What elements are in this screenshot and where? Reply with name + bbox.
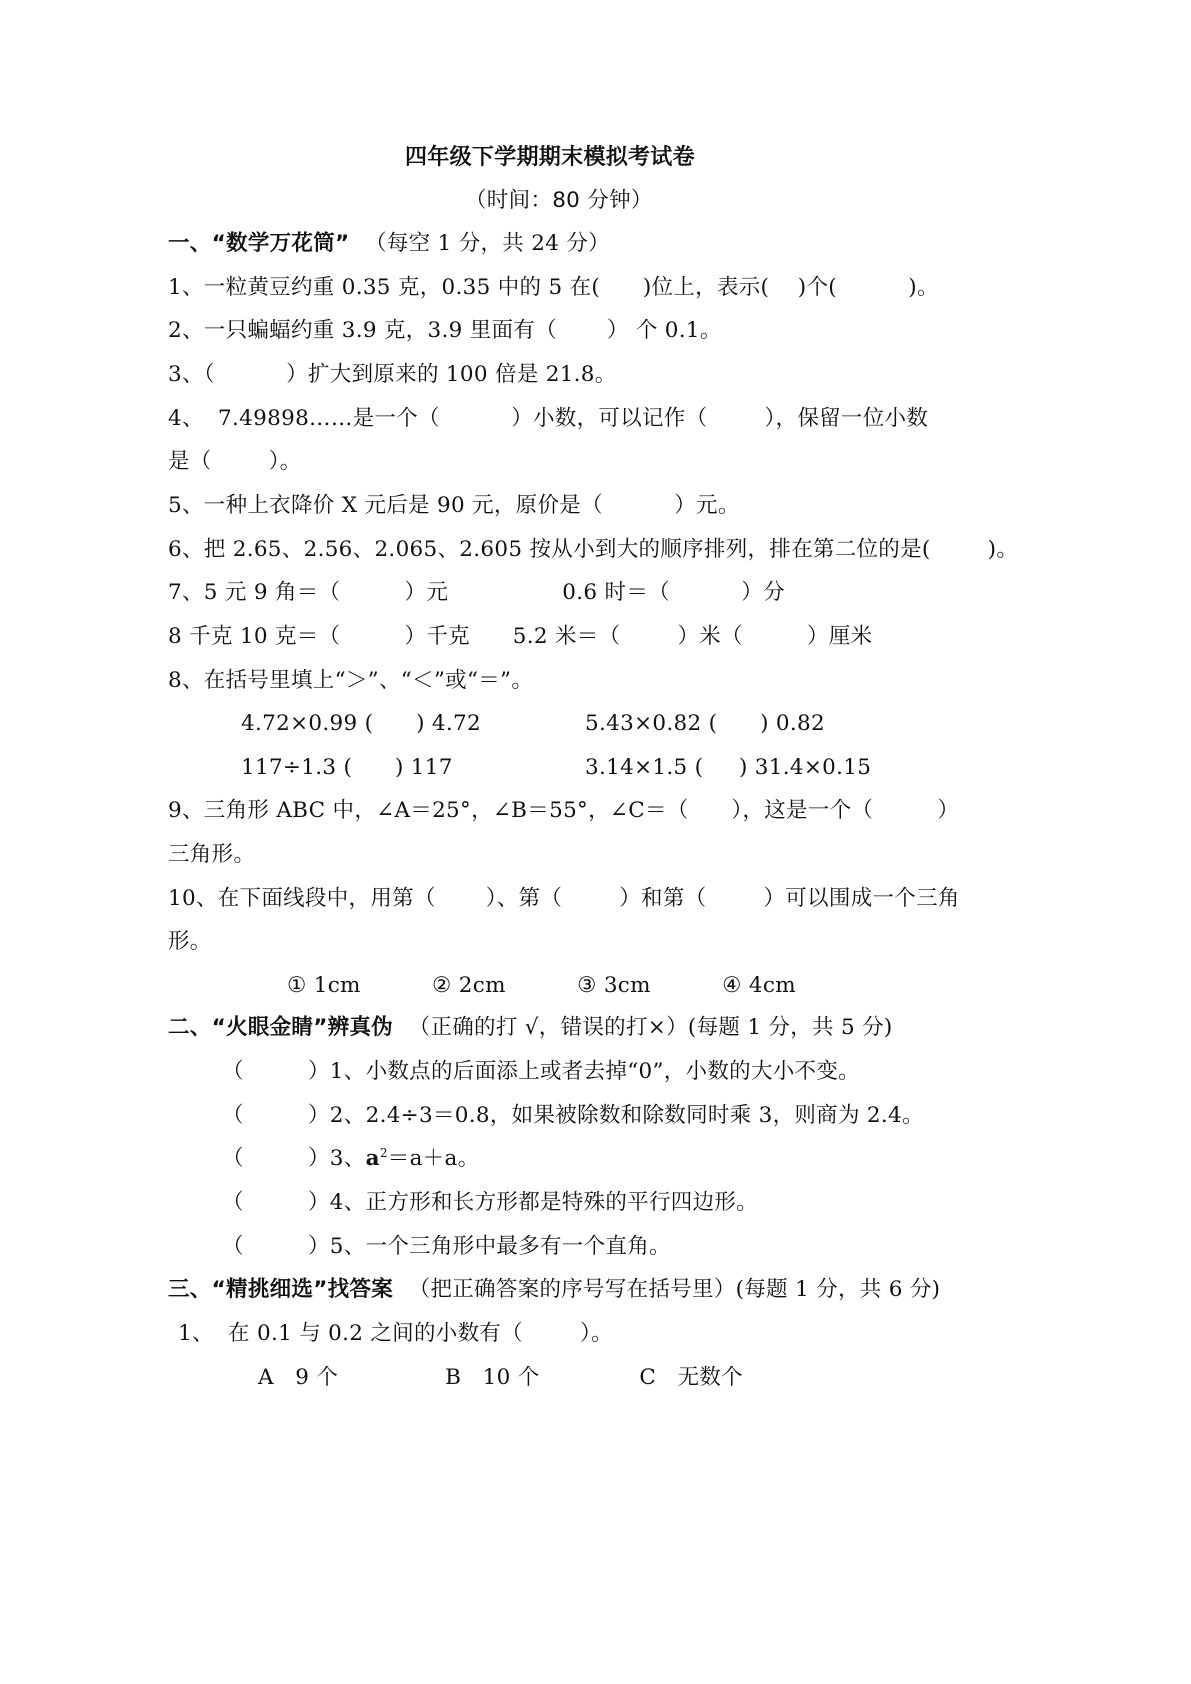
section1-note: （每空 1 分，共 24 分）: [365, 231, 610, 256]
exam-time: （时间：80 分钟）: [465, 188, 653, 213]
q1-3: 3、（ ）扩大到原来的 100 倍是 21.8。: [168, 362, 617, 387]
section3-title: 三、“精挑细选”找答案: [168, 1277, 394, 1302]
section2-note: （正确的打 √，错误的打×）(每题 1 分，共 5 分): [408, 1015, 893, 1040]
tf-item-3-base: a: [365, 1146, 380, 1171]
q1-4-cont: 是（ ）。: [168, 449, 302, 474]
q1-4: 4、 7.49898……是一个（ ）小数，可以记作（ ），保留一位小数: [168, 406, 929, 431]
q1-8-comp-d: 3.14×1.5 ( ) 31.4×0.15: [585, 755, 872, 780]
q1-7b: 8 千克 10 克＝（ ）千克 5.2 米＝（ ）米（ ）厘米: [168, 624, 873, 649]
section1-heading: [168, 229, 610, 259]
q1-6: 6、把 2.65、2.56、2.065、2.605 按从小到大的顺序排列，排在第二位的是( )。: [168, 537, 1019, 562]
q1-10: 10、在下面线段中，用第（ ）、第（ ）和第（ ）可以围成一个三角: [168, 886, 960, 911]
tf-item-5: （ ）5、一个三角形中最多有一个直角。: [222, 1234, 671, 1259]
section1-title: 一、“数学万花筒”: [168, 231, 350, 256]
section3-note: （把正确答案的序号写在括号里）(每题 1 分，共 6 分): [408, 1277, 941, 1302]
q1-5: 5、一种上衣降价 X 元后是 90 元，原价是（ ）元。: [168, 493, 740, 518]
q1-8-comp-b: 5.43×0.82 ( ) 0.82: [585, 711, 825, 736]
q1-10-cont: 形。: [168, 929, 212, 954]
section3-heading: [168, 1275, 940, 1305]
mc-q1-options: A 9 个 B 10 个 C 无数个: [258, 1365, 743, 1390]
tf-item-3-prefix: （ ）3、: [222, 1146, 366, 1171]
tf-item-1: （ ）1、小数点的后面添上或者去掉“0”，小数的大小不变。: [222, 1059, 860, 1084]
q1-8-comp-a: 4.72×0.99 ( ) 4.72: [241, 711, 481, 736]
q1-9: 9、三角形 ABC 中，∠A＝25°，∠B＝55°，∠C＝（ ），这是一个（ ）: [168, 798, 960, 823]
section2-title: 二、“火眼金睛”辨真伪: [168, 1015, 394, 1040]
section2-heading: [168, 1013, 893, 1043]
q1-1: 1、一粒黄豆约重 0.35 克，0.35 中的 5 在( )位上，表示( )个( )。: [168, 275, 939, 300]
tf-item-3: [222, 1144, 479, 1174]
tf-item-4: （ ）4、正方形和长方形都是特殊的平行四边形。: [222, 1190, 758, 1215]
q1-8-comp-c: 117÷1.3 ( ) 117: [241, 755, 453, 780]
q1-10-options: ① 1cm ② 2cm ③ 3cm ④ 4cm: [287, 973, 796, 998]
tf-item-2: （ ）2、2.4÷3＝0.8，如果被除数和除数同时乘 3，则商为 2.4。: [222, 1103, 924, 1128]
exam-title: 四年级下学期期末模拟考试卷: [405, 145, 695, 170]
q1-2: 2、一只蝙蝠约重 3.9 克，3.9 里面有（ ） 个 0.1。: [168, 318, 722, 343]
tf-item-3-exp: 2: [379, 1145, 388, 1160]
q1-7a: 7、5 元 9 角＝（ ）元 0.6 时＝（ ）分: [168, 580, 785, 605]
tf-item-3-suffix: ＝a＋a。: [387, 1146, 480, 1171]
mc-q1: 1、 在 0.1 与 0.2 之间的小数有（ ）。: [178, 1321, 613, 1346]
q1-8: 8、在括号里填上“＞”、“＜”或“＝”。: [168, 668, 534, 693]
q1-9-cont: 三角形。: [168, 842, 256, 867]
